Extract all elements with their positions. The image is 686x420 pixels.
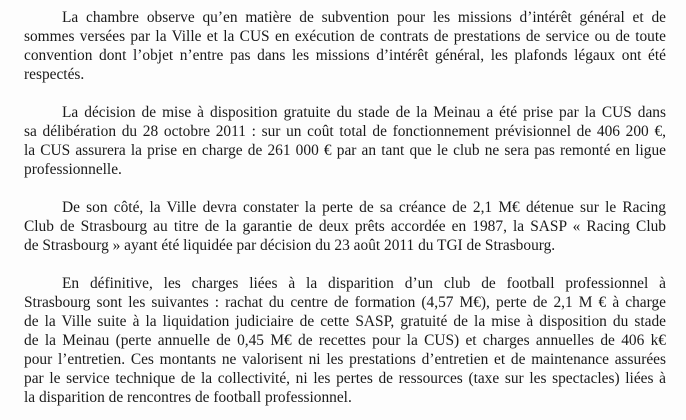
paragraph-charges-synthese (24, 274, 666, 407)
paragraph-subvention (24, 8, 666, 84)
text-line: sa délibération du 28 octobre 2011 : sur un coût total de fonctionnement prévisionnel de 406 200 €, (24, 123, 666, 140)
text-line: Strasbourg sont les suivantes : rachat du centre de formation (4,57 M€), perte de 2,1 M € à charge (24, 294, 666, 311)
text-line: professionnelle. (24, 161, 122, 178)
text-line: Club de Strasbourg au titre de la garantie de deux prêts accordée en 1987, la SASP « Racing Club (24, 218, 666, 235)
paragraph-creance-ville (24, 198, 666, 255)
text-line: la disparition de rencontres de football professionnel. (24, 389, 352, 406)
text-line: de la Meinau (perte annuelle de 0,45 M€ de recettes pour la CUS) et charges annuelles de 406 k€ (24, 332, 666, 349)
text-line: sommes versées par la Ville et la CUS en exécution de contrats de prestations de service ou de toute (24, 28, 666, 45)
text-line: la CUS assurera la prise en charge de 261 000 € par an tant que le club ne sera pas remonté en ligue (24, 142, 666, 159)
text-line: De son côté, la Ville devra constater la perte de sa créance de 2,1 M€ détenue sur le Racing (62, 199, 666, 216)
text-line: respectés. (24, 66, 85, 83)
text-line: La chambre observe qu’en matière de subvention pour les missions d’intérêt général et de (62, 9, 666, 26)
text-line: convention dont l’objet n’entre pas dans les missions d’intérêt général, les plafonds légaux ont été (24, 47, 666, 64)
text-line: En définitive, les charges liées à la disparition d’un club de football professionnel à (62, 275, 666, 292)
text-line: pour l’entretien. Ces montants ne valorisent ni les prestations d’entretien et de maintenance assurées (24, 351, 666, 368)
text-line: de la Ville suite à la liquidation judiciaire de cette SASP, gratuité de la mise à disposition du stade (24, 313, 666, 330)
text-line: de Strasbourg » ayant été liquidée par décision du 23 août 2011 du TGI de Strasbourg. (24, 237, 556, 254)
text-line: La décision de mise à disposition gratuite du stade de la Meinau a été prise par la CUS dans (62, 104, 666, 121)
paragraph-stade-meinau (24, 103, 666, 179)
text-line: par le service technique de la collectivité, ni les pertes de ressources (taxe sur les spectacles) liées à (24, 370, 666, 387)
